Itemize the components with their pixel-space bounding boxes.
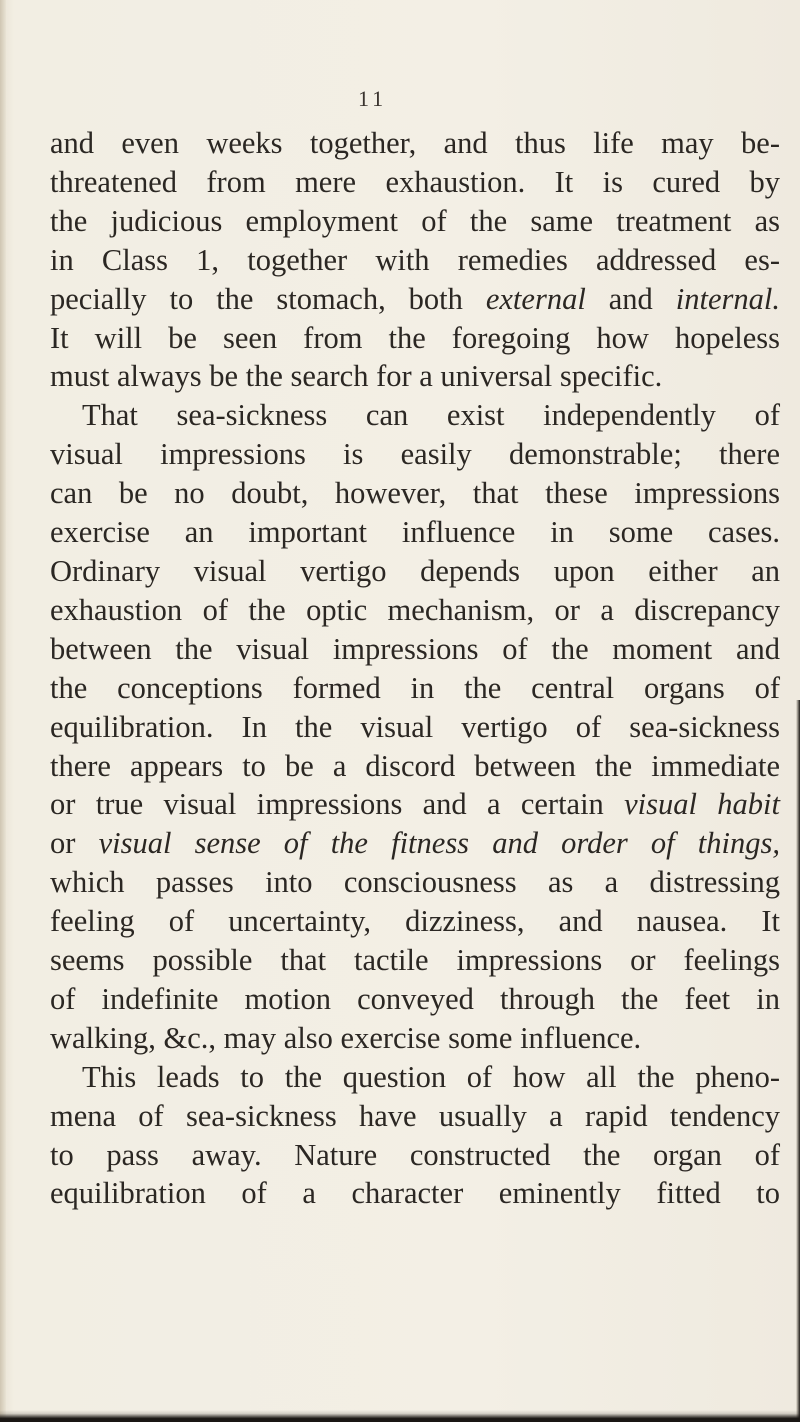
text-line-8: That sea-sickness can exist independently of: [82, 398, 780, 433]
italic-visual-sense: visual sense of the fitness and order of things,: [98, 826, 780, 861]
italic-visual-habit: visual habit: [624, 787, 780, 822]
page-right-edge: [796, 700, 800, 1422]
text-line-25: This leads to the question of how all the pheno-: [82, 1059, 780, 1094]
text-line-9: visual impressions is easily demonstrable; there: [50, 437, 780, 472]
text-line-5: pecially to the stomach, both external and internal.: [50, 281, 780, 316]
text-line-19: or visual sense of the fitness and order of things,: [50, 826, 780, 861]
text-line-6: It will be seen from the foregoing how hopeless: [50, 320, 780, 355]
text-line-23: of indefinite motion conveyed through the feet in: [50, 981, 780, 1016]
text-line-7: must always be the search for a universal specific.: [50, 359, 663, 394]
text-line-2: threatened from mere exhaustion. It is cured by: [50, 164, 780, 199]
text-line-26: mena of sea-sickness have usually a rapid tendency: [50, 1098, 780, 1133]
text-line-22: seems possible that tactile impressions or feelings: [50, 943, 780, 978]
text-line-10: can be no doubt, however, that these impressions: [50, 476, 780, 511]
text-line-16: equilibration. In the visual vertigo of sea-sickness: [50, 709, 780, 744]
text-line-14: between the visual impressions of the moment and: [50, 631, 780, 666]
italic-internal: internal.: [675, 281, 780, 316]
page-number: 11: [358, 86, 388, 111]
text-line-13: exhaustion of the optic mechanism, or a discrepancy: [50, 592, 780, 627]
text-line-20: which passes into consciousness as a distressing: [50, 865, 780, 900]
text-line-1: and even weeks together, and thus life may be-: [50, 126, 780, 160]
text-line-3: the judicious employment of the same treatment as: [50, 203, 780, 238]
text-line-11: exercise an important influence in some cases.: [50, 515, 780, 550]
page-gutter-shadow: [0, 0, 6, 1422]
text-line-12: Ordinary visual vertigo depends upon either an: [50, 553, 780, 588]
text-line-18: or true visual impressions and a certain visual habit: [50, 787, 780, 822]
text-line-28: equilibration of a character eminently fitted to: [50, 1176, 780, 1211]
body-text: [50, 124, 780, 1213]
text-line-15: the conceptions formed in the central organs of: [50, 670, 780, 705]
text-line-24: walking, &c., may also exercise some influence.: [50, 1020, 642, 1055]
text-line-4: in Class 1, together with remedies addressed es-: [50, 242, 780, 277]
text-line-27: to pass away. Nature constructed the organ of: [50, 1137, 780, 1172]
text-line-17: there appears to be a discord between the immediate: [50, 748, 780, 783]
page-bottom-edge: [0, 1410, 800, 1422]
text-line-21: feeling of uncertainty, dizziness, and nausea. It: [50, 904, 780, 939]
italic-external: external: [485, 281, 586, 316]
